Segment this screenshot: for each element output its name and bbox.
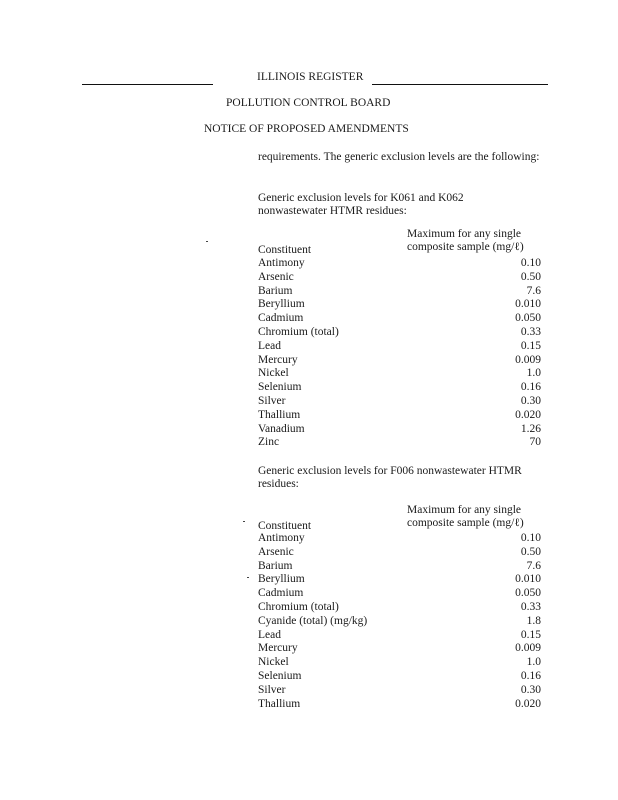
max-value: 70 — [529, 436, 541, 449]
constituent-name: Cadmium — [258, 312, 304, 325]
table-row — [258, 437, 541, 451]
max-value: 1.8 — [526, 614, 541, 627]
table-row — [258, 327, 541, 341]
constituent-name: Selenium — [258, 381, 302, 394]
notice-title: NOTICE OF PROPOSED AMENDMENTS — [204, 123, 409, 135]
max-value: 0.10 — [520, 257, 541, 269]
section1-caption: Generic exclusion levels for K061 and K062 nonwastewater HTMR residues: — [258, 192, 464, 217]
board-title: POLLUTION CONTROL BOARD — [226, 97, 391, 109]
table-row — [258, 602, 541, 616]
max-value: 0.33 — [520, 600, 541, 613]
max-value: 7.6 — [526, 559, 541, 572]
constituent-name: Arsenic — [258, 270, 294, 283]
max-value: 0.16 — [520, 669, 541, 682]
table-row — [258, 643, 541, 657]
constituent-name: Selenium — [258, 669, 302, 682]
table-row — [258, 630, 541, 644]
table-row — [258, 533, 541, 547]
table-row — [258, 424, 541, 438]
constituent-name: Barium — [258, 284, 293, 297]
section2-table — [258, 533, 541, 712]
section1-table-header — [258, 228, 541, 256]
max-value: 0.050 — [515, 587, 541, 600]
max-value: 0.009 — [515, 642, 541, 655]
max-value: 0.010 — [515, 298, 541, 311]
constituent-name: Chromium (total) — [258, 325, 339, 338]
scan-speck — [247, 577, 249, 578]
max-value: 0.050 — [515, 312, 541, 325]
table-row — [258, 699, 541, 713]
table-row — [258, 396, 541, 410]
table-row — [258, 657, 541, 671]
constituent-name: Mercury — [258, 642, 298, 655]
constituent-name: Cadmium — [258, 587, 304, 600]
scan-speck — [243, 521, 245, 522]
constituent-name: Barium — [258, 559, 293, 572]
constituent-name: Chromium (total) — [258, 600, 339, 613]
constituent-name: Zinc — [258, 436, 280, 449]
constituent-name: Silver — [258, 394, 286, 407]
table-row — [258, 616, 541, 630]
table-row — [258, 561, 541, 575]
constituent-name: Antimony — [258, 257, 305, 269]
constituent-name: Nickel — [258, 656, 289, 669]
table-row — [258, 341, 541, 355]
constituent-name: Beryllium — [258, 573, 305, 586]
max-value: 0.30 — [520, 394, 541, 407]
constituent-name: Mercury — [258, 353, 298, 366]
scan-speck — [206, 241, 208, 242]
table-row — [258, 574, 541, 588]
max-value: 0.16 — [520, 381, 541, 394]
max-value: 0.33 — [520, 325, 541, 338]
table-row — [258, 272, 541, 286]
constituent-name: Lead — [258, 628, 281, 641]
table-row — [258, 368, 541, 382]
constituent-name: Antimony — [258, 532, 305, 544]
max-value: 1.26 — [520, 422, 541, 435]
table-row — [258, 410, 541, 424]
table-row — [258, 547, 541, 561]
max-value: 0.10 — [520, 532, 541, 544]
table-row — [258, 258, 541, 272]
max-value: 7.6 — [526, 284, 541, 297]
section2-table-header — [258, 504, 541, 532]
max-value: 0.50 — [520, 545, 541, 558]
max-value: 0.15 — [520, 628, 541, 641]
constituent-name: Thallium — [258, 408, 301, 421]
max-value: 0.15 — [520, 339, 541, 352]
table-row — [258, 313, 541, 327]
table-row — [258, 286, 541, 300]
max-value: 0.020 — [515, 697, 541, 710]
section1-col-max: Maximum for any single composite sample (mg/ℓ) — [407, 228, 524, 253]
constituent-name: Beryllium — [258, 298, 305, 311]
register-title: ILLINOIS REGISTER — [257, 71, 364, 83]
table-row — [258, 588, 541, 602]
section2-col-constituent: Constituent — [258, 519, 312, 532]
constituent-name: Silver — [258, 683, 286, 696]
table-row — [258, 382, 541, 396]
section2-caption: Generic exclusion levels for F006 nonwastewater HTMR residues: — [258, 465, 522, 490]
max-value: 1.0 — [526, 656, 541, 669]
intro-paragraph: requirements. The generic exclusion levels are the following: — [258, 151, 540, 163]
header-rule-right — [372, 84, 548, 85]
constituent-name: Cyanide (total) (mg/kg) — [258, 614, 368, 627]
header-rule-left — [82, 84, 213, 85]
section1-table — [258, 258, 541, 451]
max-value: 0.009 — [515, 353, 541, 366]
max-value: 0.50 — [520, 270, 541, 283]
max-value: 0.010 — [515, 573, 541, 586]
table-row — [258, 355, 541, 369]
max-value: 0.30 — [520, 683, 541, 696]
table-row — [258, 299, 541, 313]
table-row — [258, 685, 541, 699]
table-row — [258, 671, 541, 685]
max-value: 1.0 — [526, 367, 541, 380]
constituent-name: Nickel — [258, 367, 289, 380]
section1-col-constituent: Constituent — [258, 243, 312, 256]
constituent-name: Arsenic — [258, 545, 294, 558]
constituent-name: Thallium — [258, 697, 301, 710]
max-value: 0.020 — [515, 408, 541, 421]
constituent-name: Vanadium — [258, 422, 305, 435]
constituent-name: Lead — [258, 339, 281, 352]
section2-col-max: Maximum for any single composite sample (mg/ℓ) — [407, 504, 524, 529]
